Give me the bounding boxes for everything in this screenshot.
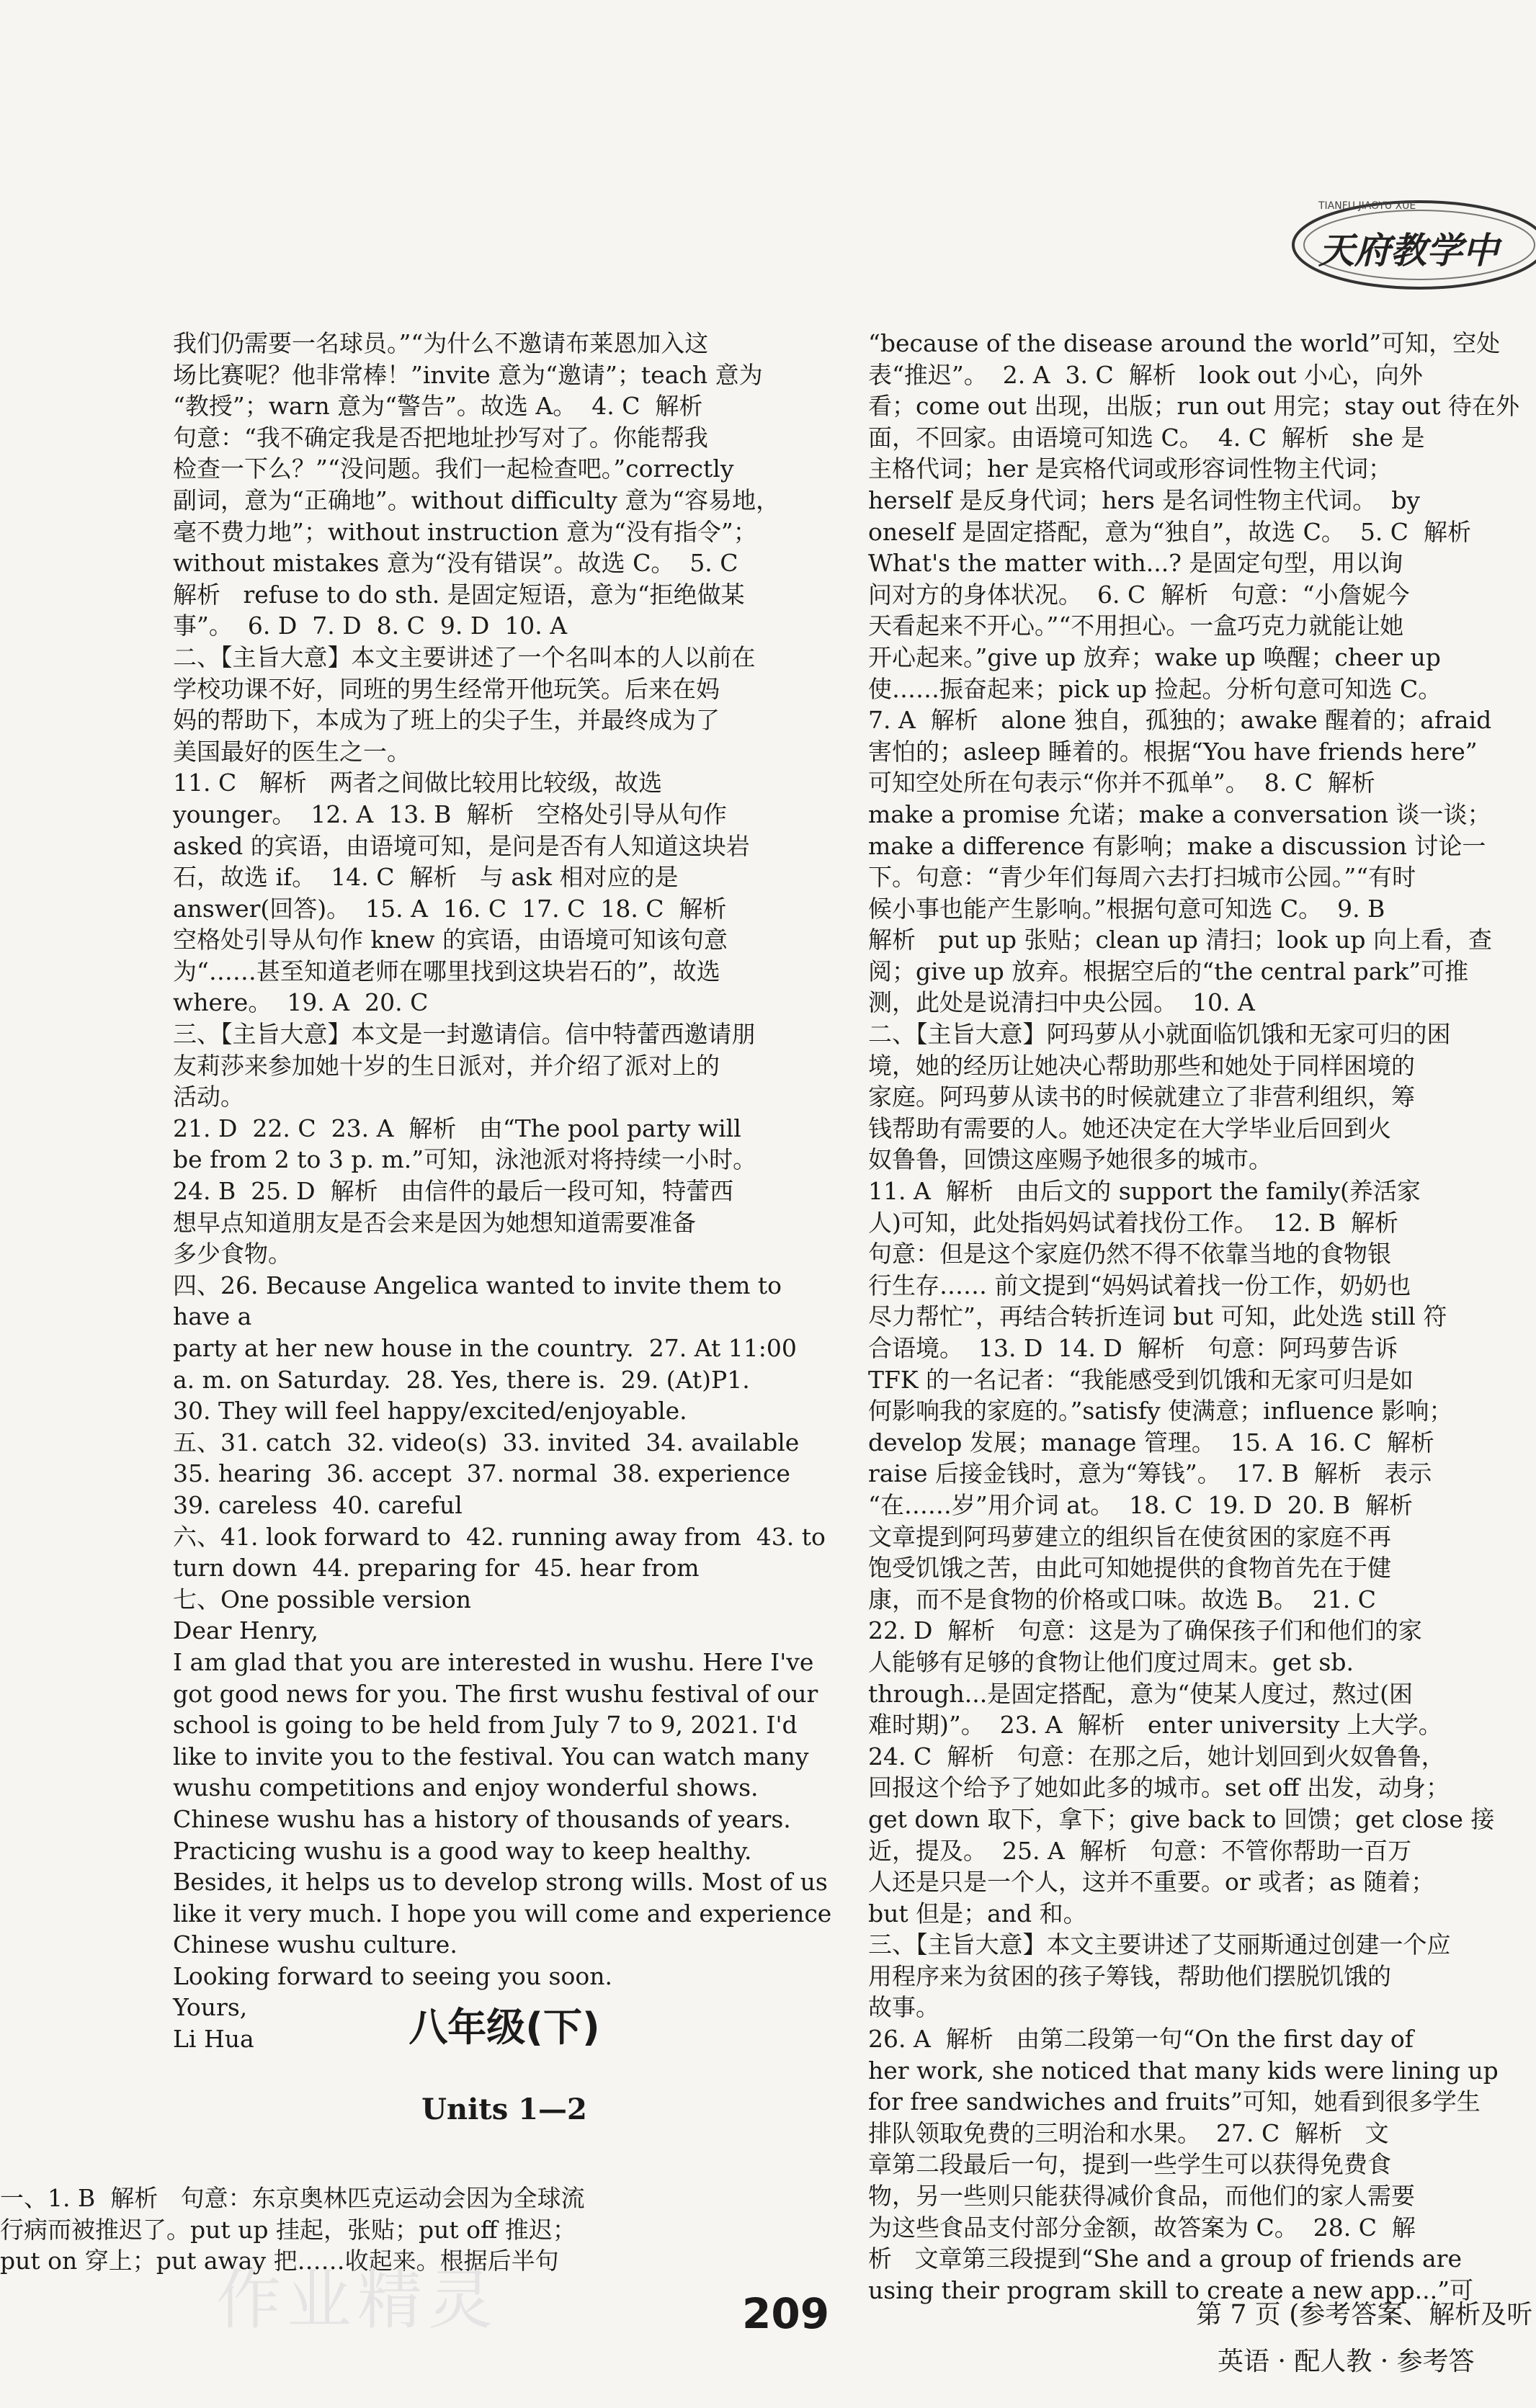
text-line: 行病而被推迟了。put up 挂起，张贴；put off 推迟； xyxy=(0,2215,576,2244)
text-line: “教授”；warn 意为“警告”。故选 A。 4. C 解析 xyxy=(173,392,703,421)
text-line: 毫不费力地”；without instruction 意为“没有指令”； xyxy=(173,517,757,546)
text-line: 35. hearing 36. accept 37. normal 38. experience xyxy=(173,1459,790,1488)
text-line: get down 取下，拿下；give back to 回馈；get close 接 xyxy=(868,1804,1495,1833)
book-label: 英语 · 配人教 · 参考答 xyxy=(1218,2347,1475,2376)
text-line: got good news for you. The first wushu festival of our xyxy=(173,1679,818,1708)
text-line: 解析 refuse to do sth. 是固定短语，意为“拒绝做某 xyxy=(173,580,745,609)
text-line: 回报这个给予了她如此多的城市。set off 出发，动身； xyxy=(868,1773,1450,1802)
text-line: 近，提及。 25. A 解析 句意：不管你帮助一百万 xyxy=(868,1836,1412,1865)
text-line: 用程序来为贫困的孩子筹钱，帮助他们摆脱饥饿的 xyxy=(868,1961,1391,1990)
text-line: “because of the disease around the world”可知，空处 xyxy=(868,329,1501,357)
text-line: 使……振奋起来；pick up 捡起。分析句意可知选 C。 xyxy=(868,674,1442,703)
text-line: through...是固定搭配，意为“使某人度过，熬过(困 xyxy=(868,1679,1414,1708)
text-line: for free sandwiches and fruits”可知，她看到很多学生 xyxy=(868,2087,1481,2116)
right-column xyxy=(868,328,1531,2306)
text-line: 难时期)”。 23. A 解析 enter university 上大学。 xyxy=(868,1711,1442,1740)
text-line: 为这些食品支付部分金额，故答案为 C。 28. C 解 xyxy=(868,2213,1416,2242)
text-line: 26. A 解析 由第二段第一句“On the first day of xyxy=(868,2025,1414,2054)
text-line: 面，不回家。由语境可知选 C。 4. C 解析 she 是 xyxy=(868,423,1425,452)
text-line: 石，故选 if。 14. C 解析 与 ask 相对应的是 xyxy=(173,863,679,892)
text-line: Dear Henry, xyxy=(173,1616,319,1645)
text-line: 害怕的；asleep 睡着的。根据“You have friends here” xyxy=(868,737,1478,766)
text-line: 24. C 解析 句意：在那之后，她计划回到火奴鲁鲁， xyxy=(868,1742,1445,1771)
text-line: 二、【主旨大意】本文主要讲述了一个名叫本的人以前在 xyxy=(173,643,756,671)
text-line: 活动。 xyxy=(173,1083,244,1111)
text-line: 场比赛呢？他非常棒！”invite 意为“邀请”；teach 意为 xyxy=(173,360,763,389)
text-line: 为“……甚至知道老师在哪里找到这块岩石的”，故选 xyxy=(173,957,720,985)
text-line: 故事。 xyxy=(868,1993,939,2022)
text-line: 11. C 解析 两者之间做比较用比较级，故选 xyxy=(173,769,663,797)
text-line: school is going to be held from July 7 to 9, 2021. I'd xyxy=(173,1711,798,1740)
text-line: 二、【主旨大意】阿玛萝从小就面临饥饿和无家可归的困 xyxy=(868,1020,1451,1049)
text-line: younger。 12. A 13. B 解析 空格处引导从句作 xyxy=(173,800,727,828)
text-line: 7. A 解析 alone 独自，孤独的；awake 醒着的；afraid xyxy=(868,706,1492,735)
text-line: 尽力帮忙”，再结合转折连词 but 可知，此处选 still 符 xyxy=(868,1302,1447,1331)
text-line: 排队领取免费的三明治和水果。 27. C 解析 文 xyxy=(868,2118,1389,2147)
text-line: 多少食物。 xyxy=(173,1240,292,1268)
grade-title: 八年级(下) xyxy=(408,2005,600,2050)
text-line: 天看起来不开心。”“不用担心。一盒巧克力就能让她 xyxy=(868,612,1404,640)
text-line: 家庭。阿玛萝从读书的时候就建立了非营利组织，筹 xyxy=(868,1083,1415,1111)
publisher-logo xyxy=(1290,194,1536,295)
text-line: Besides, it helps us to develop strong wills. Most of us xyxy=(173,1868,828,1897)
text-line: 空格处引导从句作 knew 的宾语，由语境可知该句意 xyxy=(173,926,728,954)
text-line: 何影响我的家庭的。”satisfy 使满意；influence 影响； xyxy=(868,1397,1453,1425)
text-line: 问对方的身体状况。 6. C 解析 句意：“小詹妮今 xyxy=(868,580,1410,609)
text-line: 四、26. Because Angelica wanted to invite them to have a xyxy=(173,1271,790,1331)
text-line: 一、1. B 解析 句意：东京奥林匹克运动会因为全球流 xyxy=(0,2184,585,2212)
text-line: make a promise 允诺；make a conversation 谈一谈； xyxy=(868,800,1491,828)
text-line: 想早点知道朋友是否会来是因为她想知道需要准备 xyxy=(173,1208,696,1237)
text-line: wushu competitions and enjoy wonderful shows. xyxy=(173,1773,759,1802)
text-line: TFK 的一名记者：“我能感受到饥饿和无家可归是如 xyxy=(868,1365,1414,1394)
text-line: asked 的宾语，由语境可知，是问是否有人知道这块岩 xyxy=(173,831,750,860)
text-line: turn down 44. preparing for 45. hear from xyxy=(173,1554,700,1583)
text-line: 人还是只是一个人，这并不重要。or 或者；as 随着； xyxy=(868,1868,1435,1897)
text-line: Practicing wushu is a good way to keep healthy. xyxy=(173,1836,752,1865)
text-line: 人能够有足够的食物让他们度过周末。get sb. xyxy=(868,1647,1354,1676)
text-line: 行生存…… 前文提到“妈妈试着找一份工作，奶奶也 xyxy=(868,1271,1411,1299)
text-line: What's the matter with...? 是固定句型，用以询 xyxy=(868,549,1403,578)
watermark: 作业精灵 xyxy=(216,2262,499,2338)
text-line: herself 是反身代词；hers 是名词性物主代词。 by xyxy=(868,485,1421,514)
text-line: using their program skill to create a new app...”可 xyxy=(868,2275,1473,2304)
page-number: 209 xyxy=(742,2289,830,2338)
text-line: 句意：但是这个家庭仍然不得不依靠当地的食物银 xyxy=(868,1240,1391,1268)
text-line: 事”。 6. D 7. D 8. C 9. D 10. A xyxy=(173,612,568,640)
text-line: 可知空处所在句表示“你并不孤单”。 8. C 解析 xyxy=(868,769,1375,797)
unit-title: Units 1—2 xyxy=(421,2093,587,2126)
text-line: oneself 是固定搭配，意为“独自”，故选 C。 5. C 解析 xyxy=(868,517,1472,546)
text-line: 五、31. catch 32. video(s) 33. invited 34. available xyxy=(173,1428,800,1456)
text-line: 阅；give up 放弃。根据空后的“the central park”可推 xyxy=(868,957,1469,985)
text-line: where。 19. A 20. C xyxy=(173,988,429,1017)
text-line: her work, she noticed that many kids were lining up xyxy=(868,2056,1499,2085)
text-line: Chinese wushu culture. xyxy=(173,1930,457,1959)
text-line: 奴鲁鲁，回馈这座赐予她很多的城市。 xyxy=(868,1145,1272,1174)
text-line: Li Hua xyxy=(173,2025,254,2054)
text-line: 三、【主旨大意】本文是一封邀请信。信中特蕾西邀请朋 xyxy=(173,1020,756,1049)
text-line: 物，另一些则只能获得减价食品，而他们的家人需要 xyxy=(868,2182,1415,2211)
text-line: be from 2 to 3 p. m.”可知，泳池派对将持续一小时。 xyxy=(173,1145,757,1174)
text-line: 副词，意为“正确地”。without difficulty 意为“容易地， xyxy=(173,485,780,514)
text-line: 妈的帮助下，本成为了班上的尖子生，并最终成为了 xyxy=(173,706,720,735)
text-line: 学校功课不好，同班的男生经常开他玩笑。后来在妈 xyxy=(173,674,720,703)
text-line: 析 文章第三段提到“She and a group of friends are xyxy=(868,2244,1462,2273)
text-line: 看；come out 出现，出版；run out 用完；stay out 待在外 xyxy=(868,392,1520,421)
text-line: 文章提到阿玛萝建立的组织旨在使贫困的家庭不再 xyxy=(868,1522,1391,1551)
text-line: 美国最好的医生之一。 xyxy=(173,737,411,766)
text-line: 七、One possible version xyxy=(173,1585,471,1613)
page-label: 第 7 页 (参考答案、解析及听 xyxy=(1196,2300,1533,2329)
text-line: 康，而不是食物的价格或口味。故选 B。 21. C xyxy=(868,1585,1376,1613)
text-line: 主格代词；her 是宾格代词或形容词性物主代词； xyxy=(868,455,1393,483)
text-line: 表“推迟”。 2. A 3. C 解析 look out 小心，向外 xyxy=(868,360,1423,389)
text-line: answer(回答)。 15. A 16. C 17. C 18. C 解析 xyxy=(173,894,727,923)
text-line: but 但是；and 和。 xyxy=(868,1899,1087,1928)
text-line: 39. careless 40. careful xyxy=(173,1490,463,1519)
text-line: 钱帮助有需要的人。她还决定在大学毕业后回到火 xyxy=(868,1114,1391,1142)
text-line: “在……岁”用介词 at。 18. C 19. D 20. B 解析 xyxy=(868,1490,1413,1519)
text-line: 解析 put up 张贴；clean up 清扫；look up 向上看，查 xyxy=(868,926,1492,954)
text-line: 我们仍需要一名球员。”“为什么不邀请布莱恩加入这 xyxy=(173,329,709,357)
text-line: like it very much. I hope you will come and experience xyxy=(173,1899,832,1928)
text-line: without mistakes 意为“没有错误”。故选 C。 5. C xyxy=(173,549,738,578)
text-line: Yours, xyxy=(173,1993,248,2022)
text-line: like to invite you to the festival. You can watch many xyxy=(173,1742,809,1771)
text-line: 检查一下么？”“没问题。我们一起检查吧。”correctly xyxy=(173,455,734,483)
text-line: 测，此处是说清扫中央公园。 10. A xyxy=(868,988,1255,1017)
text-line: 开心起来。”give up 放弃；wake up 唤醒；cheer up xyxy=(868,643,1441,671)
text-line: 30. They will feel happy/excited/enjoyable. xyxy=(173,1397,687,1425)
text-line: 章第二段最后一句，提到一些学生可以获得免费食 xyxy=(868,2150,1391,2179)
left-column xyxy=(173,328,836,2055)
text-line: 11. A 解析 由后文的 support the family(养活家 xyxy=(868,1177,1421,1206)
text-line: develop 发展；manage 管理。 15. A 16. C 解析 xyxy=(868,1428,1434,1456)
text-line: 21. D 22. C 23. A 解析 由“The pool party will xyxy=(173,1114,741,1142)
text-line: Chinese wushu has a history of thousands of years. xyxy=(173,1804,791,1833)
text-line: 友莉莎来参加她十岁的生日派对，并介绍了派对上的 xyxy=(173,1051,720,1080)
text-line: I am glad that you are interested in wushu. Here I've xyxy=(173,1647,814,1676)
text-line: a. m. on Saturday. 28. Yes, there is. 29. (At)P1. xyxy=(173,1365,750,1394)
text-line: 饱受饥饿之苦，由此可知她提供的食物首先在于健 xyxy=(868,1554,1391,1583)
logo-text: 天府教学中 xyxy=(1318,230,1499,272)
text-line: 24. B 25. D 解析 由信件的最后一段可知，特蕾西 xyxy=(173,1177,734,1206)
text-line: 句意：“我不确定我是否把地址抄写对了。你能帮我 xyxy=(173,423,708,452)
text-line: Looking forward to seeing you soon. xyxy=(173,1961,612,1990)
logo-subtext: TIANFU JIAOYU XUE xyxy=(1318,200,1416,212)
text-line: party at her new house in the country. 27. At 11:00 xyxy=(173,1334,797,1362)
text-line: 人)可知，此处指妈妈试着找份工作。 12. B 解析 xyxy=(868,1208,1399,1237)
text-line: 六、41. look forward to 42. running away from 43. to xyxy=(173,1522,826,1551)
text-line: 三、【主旨大意】本文主要讲述了艾丽斯通过创建一个应 xyxy=(868,1930,1451,1959)
text-line: make a difference 有影响；make a discussion 讨论一 xyxy=(868,831,1486,860)
text-line: 22. D 解析 句意：这是为了确保孩子们和他们的家 xyxy=(868,1616,1422,1645)
text-line: 下。句意：“青少年们每周六去打扫城市公园。”“有时 xyxy=(868,863,1416,892)
text-line: put on 穿上；put away 把……收起来。根据后半句 xyxy=(0,2247,559,2275)
text-line: 合语境。 13. D 14. D 解析 句意：阿玛萝告诉 xyxy=(868,1334,1398,1362)
text-line: 境，她的经历让她决心帮助那些和她处于同样困境的 xyxy=(868,1051,1415,1080)
text-line: 候小事也能产生影响。”根据句意可知选 C。 9. B xyxy=(868,894,1385,923)
text-line: raise 后接金钱时，意为“筹钱”。 17. B 解析 表示 xyxy=(868,1459,1432,1488)
